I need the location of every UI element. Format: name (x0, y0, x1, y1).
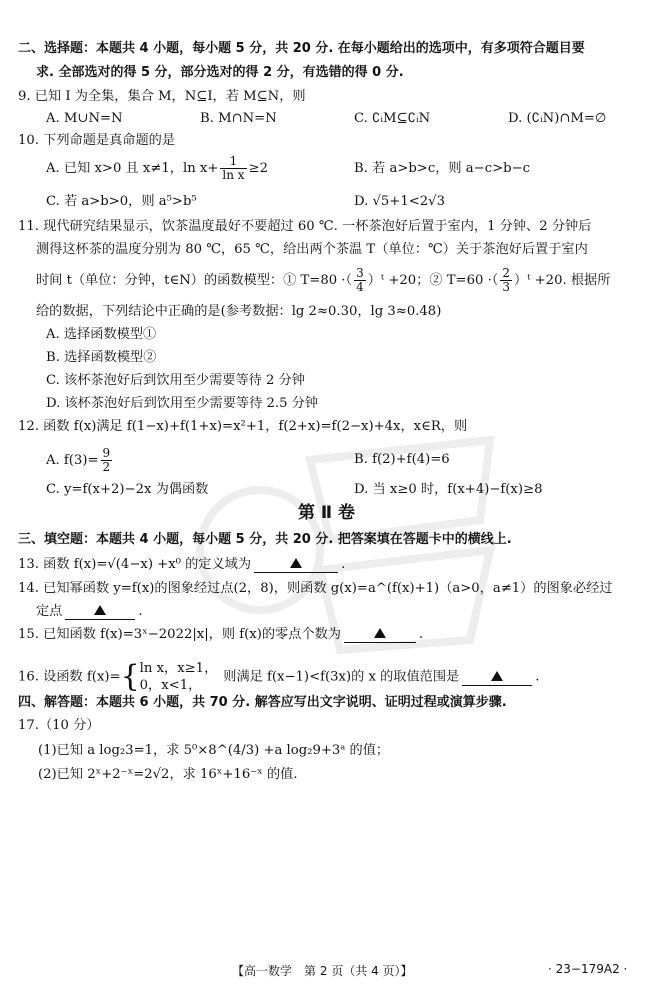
q16-period: . (535, 669, 540, 685)
q11-line4: 给的数据，下列结论中正确的是(参考数据：lg 2≈0.30，lg 3≈0.48) (36, 304, 442, 319)
q12-fraction-den: 2 (102, 460, 111, 474)
q12-stem: 12. 函数 f(x)满足 f(1−x)+f(1+x)=x²+1，f(2+x)=f(2−x)+4x，x∈R，则 (18, 419, 468, 434)
q11-line1: 11. 现代研究结果显示，饮茶温度最好不要超过 60 ℃. 一杯茶泡好后置于室内，1 分钟、2 分钟后 (18, 219, 592, 234)
q10-stem: 10. 下列命题是真命题的是 (18, 133, 176, 148)
q14-answer-blank (65, 605, 135, 620)
q16-brace: { (120, 659, 140, 694)
q10-option-b: B. 若 a>b>c，则 a−c>b−c (354, 161, 531, 176)
q11-line2: 测得这杯茶的温度分别为 80 ℃，65 ℃，给出两个茶温 T（单位：℃）关于茶泡好后置于室内 (36, 242, 588, 257)
q14-line1: 14. 已知幂函数 y=f(x)的图象经过点(2，8)，则函数 g(x)=a^(f(x)+1)（a>0，a≠1）的图象必经过 (18, 581, 613, 596)
q10-fraction-den: ln x (222, 168, 245, 182)
q14-period: . (138, 604, 143, 619)
q9-option-b: B. M∩N=N (200, 111, 277, 126)
q13-text: 13. 函数 f(x)=√(4−x) +x⁰ 的定义域为 (18, 557, 252, 572)
q16-answer-blank (462, 671, 532, 686)
q11-option-d: D. 该杯茶泡好后到饮用至少需要等待 2.5 分钟 (46, 396, 319, 411)
q15 (18, 626, 423, 644)
q12-option-d: D. 当 x≥0 时，f(x+4)−f(x)≥8 (354, 482, 543, 497)
q11-option-a: A. 选择函数模型① (46, 327, 157, 342)
q15-text: 15. 已知函数 f(x)=3ˣ−2022|x|，则 f(x)的零点个数为 (18, 627, 341, 642)
q9-option-d: D. (∁ᵢN)∩M=∅ (508, 111, 607, 126)
section3-heading: 三、填空题：本题共 4 小题，每小题 5 分，共 20 分. 把答案填在答题卡中的横线上. (18, 532, 512, 547)
section2-heading-cont: 求. 全部选对的得 5 分，部分选对的得 2 分，有选错的得 0 分. (36, 65, 404, 80)
q14-text: 定点 (36, 604, 63, 619)
q11-option-c: C. 该杯茶泡好后到饮用至少需要等待 2 分钟 (46, 373, 305, 388)
section2-heading: 二、选择题：本题共 4 小题，每小题 5 分，共 20 分. 在每小题给出的选项中，有多项符合题目要 (18, 41, 585, 56)
q15-period: . (418, 627, 424, 642)
q11-model-tail: ）ᵗ +20. 根据所 (514, 273, 611, 288)
answer-triangle-icon (290, 558, 302, 568)
q16-text: 16. 设函数 f(x)= (18, 669, 121, 685)
q10-option-a (46, 155, 268, 183)
q10-option-c: C. 若 a>b>0，则 a⁵>b⁵ (46, 194, 197, 209)
q13-answer-blank (254, 558, 338, 573)
footer-page-info: 【高一数学 第 2 页（共 4 页）】 (232, 964, 413, 978)
watermark-logo (190, 400, 510, 660)
q15-answer-blank (344, 628, 416, 643)
q11-model-1: 时间 t（单位：分钟，t∈N）的函数模型：① T=80 ·（ (36, 273, 353, 288)
q16-piecewise (140, 660, 218, 694)
q10-option-a-text: A. 已知 x>0 且 x≠1，ln x+ (46, 161, 219, 176)
q12-fraction (101, 447, 113, 474)
answer-triangle-icon (491, 671, 503, 681)
q11-model-2: ）ᵗ +20；② T=60 ·（ (367, 273, 499, 288)
answer-triangle-icon (94, 605, 106, 615)
footer-code: · 23−179A2 · (548, 962, 628, 976)
q11-frac-1-num: 3 (356, 266, 364, 280)
answer-triangle-icon (374, 628, 386, 638)
q11-frac-1 (354, 267, 366, 294)
q10-option-d: D. √5+1<2√3 (354, 194, 445, 209)
q12-option-a-text: A. f(3)= (46, 453, 99, 468)
q12-fraction-num: 9 (102, 446, 111, 460)
q13-period: . (341, 557, 346, 572)
q9-option-c: C. ∁ᵢM⊆∁ᵢN (354, 111, 431, 126)
q10-fraction (220, 155, 246, 182)
q12-option-a (46, 446, 114, 476)
q11-frac-2 (500, 267, 512, 294)
q12-option-c: C. y=f(x+2)−2x 为偶函数 (46, 482, 209, 497)
q10-option-a-tail: ≥2 (248, 161, 268, 176)
section4-heading: 四、解答题：本题共 6 小题，共 70 分. 解答应写出文字说明、证明过程或演算步骤. (18, 695, 507, 710)
q17-part2: (2)已知 2ˣ+2⁻ˣ=2√2，求 16ˣ+16⁻ˣ 的值. (38, 767, 298, 782)
q12-option-b: B. f(2)+f(4)=6 (354, 452, 450, 467)
q11-frac-2-num: 2 (502, 266, 510, 280)
q16-piece-2: 0，x<1， (139, 678, 202, 693)
q9-stem: 9. 已知 I 为全集，集合 M，N⊆I，若 M⊆N，则 (18, 89, 306, 104)
q9-option-a: A. M∪N=N (46, 111, 123, 126)
q17-part1: (1)已知 a log₂3=1，求 5⁰×8^(4/3) +a log₂9+3ᵃ 的值； (38, 743, 390, 758)
q17-heading: 17.（10 分） (18, 718, 100, 733)
q11-frac-1-den: 4 (356, 280, 364, 294)
q11-line3 (36, 266, 610, 296)
q11-option-b: B. 选择函数模型② (46, 350, 157, 365)
q14-line2 (36, 603, 143, 621)
q16-text-2: 则满足 f(x−1)<f(3x)的 x 的取值范围是 (223, 669, 460, 685)
q10-fraction-num: 1 (220, 155, 246, 169)
q16-piece-1: ln x，x≥1， (139, 661, 218, 676)
q11-frac-2-den: 3 (502, 280, 510, 294)
q13 (18, 556, 345, 574)
q16 (18, 660, 539, 694)
part2-heading: 第 Ⅱ 卷 (298, 503, 356, 523)
